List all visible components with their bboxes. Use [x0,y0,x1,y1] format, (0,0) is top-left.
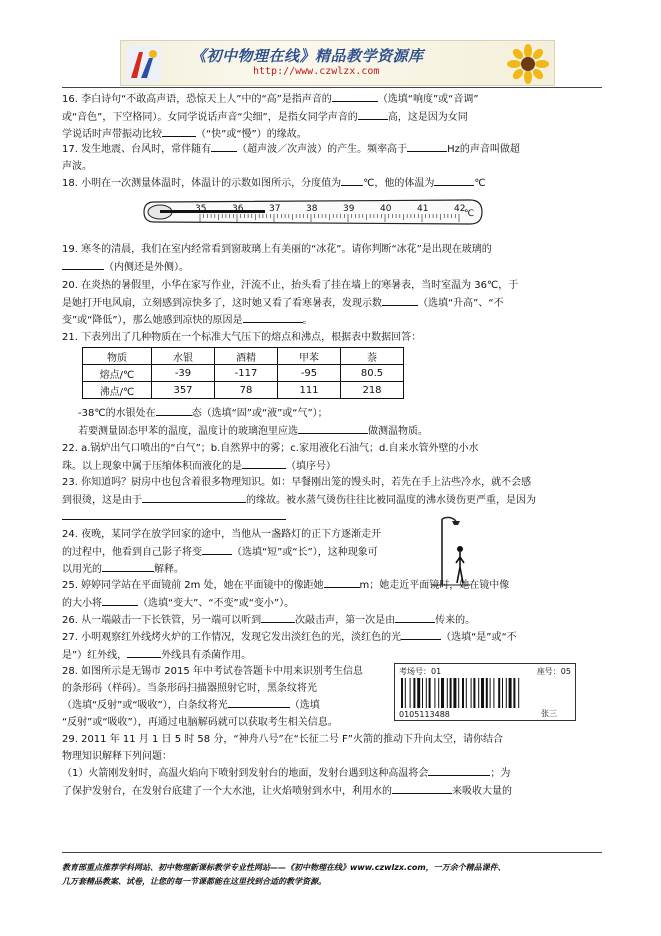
thermometer-tick-label: 41 [417,204,429,214]
q21-text-3: 态（选填“固”或“液”或“气”）； [191,408,328,419]
table-header-cell: 物质 [83,348,152,365]
header-url[interactable]: http://www.czwlzx.com [253,66,380,77]
q28-text-3: （选填“反射”或“吸收”），白条纹将光 [62,700,228,711]
q17-text-2: （超声波／次声波）的产生。频率高于 [237,144,408,155]
table-header-cell: 酒精 [215,348,278,365]
q20-text-3: （选填“升高”、“不 [418,297,504,309]
q17-text-3: Hz的声音叫做超 [447,144,520,155]
q29-text-6: 来吸收大量的 [452,785,512,797]
q25-text-1: 25. 婷婷同学站在平面镜前 2m 处，她在平面镜中的像距她 [62,580,324,591]
q27-text-3: 是”）红外线， [62,649,128,661]
table-cell: 357 [152,382,215,399]
q20-blank-1[interactable] [382,295,418,306]
q20-blank-2[interactable] [243,312,303,323]
q29-text-5: 了保护发射台，在发射台底建了一个大水池，让火焰喷射到水中，利用水的 [62,785,392,797]
q16-text-5: 学说话时声带振动比较 [62,129,162,140]
q23-text-3: 的缘故。被水蒸气烫伤往往比被同温度的沸水烫伤更严重，是因为 [246,494,536,506]
question-22 [62,441,602,475]
header-divider [62,87,602,88]
table-cell: -95 [278,365,341,382]
table-cell: 111 [278,382,341,399]
barcode-name: 张三 [541,709,557,718]
barcode-icon [399,678,571,708]
sunflower-icon [506,44,550,84]
q26-blank-2[interactable] [395,612,435,623]
thermometer-tick-label: 36 [232,204,244,214]
question-21-parts [62,405,602,440]
q23-text-1: 23. 你知道吗？厨房中也包含着很多物理知识。如：早餐刚出笼的馒头时，若先在手上沾些冷水，就不会感 [62,477,532,488]
table-cell: -39 [152,365,215,382]
q17-text-4: 声波。 [62,160,92,172]
q18-blank-1[interactable] [341,175,363,186]
table-header-row [83,348,404,365]
clinical-thermometer [140,194,485,230]
thermometer-tick-label: 39 [343,204,355,214]
q21-text-1: 21. 下表列出了几种物质在一个标准大气压下的熔点和沸点，根据表中数据回答： [62,332,422,343]
q16-text-6: （“快”或“慢”）的缘故。 [196,129,307,140]
q17-blank-1[interactable] [211,141,237,152]
table-cell: -117 [215,365,278,382]
footer-divider [62,852,602,853]
q25-text-2: m；她走近平面镜时，她在镜中像 [359,580,510,591]
q23-text-2: 到很烫，这是由于 [62,494,142,506]
q28-text-5: “反射”或“吸收”），再通过电脑解码就可以获取考生相关信息。 [62,716,338,728]
q21-text-5: 做测温物质。 [368,425,428,437]
question-29 [62,732,602,800]
question-26 [62,612,602,630]
q29-text-4: ；为 [490,768,511,779]
q16-blank-3[interactable] [162,126,196,137]
footer-line-1: 教育部重点推荐学科网站、初中物理新课标教学专业性网站——《初中物理在线》www.czwlzx.com，一万余个精品课件、 [62,863,506,872]
thermometer-unit: ℃ [464,209,475,219]
q28-text-2: 的条形码（样码）。当条形码扫描器照射它时，黑条纹将光 [62,682,317,694]
question-25 [62,577,602,612]
q20-text-2: 是她打开电风扇，立刻感到凉快多了，这时她又看了看寒暑表，发现示数 [62,297,382,309]
q27-blank-2[interactable] [127,647,161,658]
question-17 [62,141,602,175]
q26-text-1: 26. 从一端敲击一下长铁管，另一端可以听到 [62,615,262,626]
q18-text-3: ℃ [474,178,486,189]
question-27 [62,629,602,664]
q26-text-2: 次敲击声，第一次是由 [295,615,396,626]
question-21 [62,330,602,347]
q20-text-1: 20. 在炎热的暑假里，小华在家写作业，汗流不止，抬头看了挂在墙上的寒暑表，当时室温为 36℃，于 [62,280,519,291]
barcode-seat-number: 座号：05 [536,667,571,676]
q25-blank-1[interactable] [324,577,360,588]
q24-text-4: 以用光的 [62,564,102,575]
thermometer-tick-label: 35 [195,204,207,214]
q29-text-3: （1）火箭刚发射时，高温火焰向下喷射到发射台的地面，发射台遇到这种高温将会 [62,768,429,779]
q16-text-2: （选填“响度”或“音调” [377,94,479,105]
table-row [83,365,404,382]
table-cell: 沸点/℃ [83,382,152,399]
q23-blank-1[interactable] [142,492,246,503]
mercury-column [160,210,265,213]
footer-line-2: 几万套精品教案、试卷，让您的每一节课都能在这里找到合适的教学资源。 [62,877,326,886]
question-28 [62,664,392,731]
table-header-cell: 萘 [341,348,404,365]
q24-text-2: 的过程中，他看到自己影子将变 [62,546,202,558]
barcode-exam-number: 考场号：01 [399,667,442,676]
header-title: 《初中物理在线》精品教学资源库 [191,47,424,65]
q25-text-4: （选填“变大”、“不变”或“变小”）。 [138,597,295,609]
q27-text-2: （选填“是”或“不 [441,632,517,643]
q22-text-1: 22. a.锅炉出气口喷出的“白气”；b.自然界中的雾；c.家用液化石油气；d.自来水管外壁的小水 [62,443,479,454]
q16-blank-2[interactable] [358,109,388,120]
q26-text-3: 传来的。 [435,615,476,626]
table-row [83,382,404,399]
q21-text-2: -38℃的水银处在 [78,408,156,419]
q24-text-1: 24. 夜晚，某同学在放学回家的途中，当他从一盏路灯的正下方逐渐走开 [62,529,382,540]
q18-text-1: 18. 小明在一次测量体温时，体温计的示数如图所示，分度值为 [62,178,342,189]
q27-blank-1[interactable] [401,629,441,640]
q21-text-4: 若要测量固态甲苯的温度，温度计的玻璃泡里应选 [78,425,298,437]
question-18 [62,175,602,193]
q16-blank-1[interactable] [332,91,378,102]
thermometer-tick-label: 38 [306,204,318,214]
table-cell: 78 [215,382,278,399]
q19-text-2: （内侧还是外侧）。 [104,261,189,273]
q22-text-2: 珠。以上现象中属于压缩体积而液化的是 [62,460,242,472]
site-logo-icon [127,46,161,82]
thermometer-tick-label: 40 [380,204,392,214]
header-banner [120,40,555,86]
q27-text-1: 27. 小明观察红外线烤火炉的工作情况，发现它发出淡红色的光，淡红色的光 [62,632,402,643]
q29-text-2: 物理知识解释下列问题： [62,750,172,762]
table-header-cell: 甲苯 [278,348,341,365]
table-cell: 80.5 [341,365,404,382]
q24-blank-2[interactable] [102,561,154,572]
table-cell: 218 [341,382,404,399]
barcode-digits: 0105113488 [399,710,450,719]
q28-text-1: 28. 如图所示是无锡市 2015 年中考试卷答题卡中用来识别考生信息 [62,666,363,677]
q25-text-3: 的大小将 [62,597,102,609]
q21-blank-2[interactable] [298,423,368,434]
question-19 [62,242,602,276]
q16-text-1: 16. 李白诗句“不敢高声语，恐惊天上人”中的“高”是指声音的 [62,94,332,105]
q23-blank-2[interactable] [62,509,286,520]
q24-text-3: （选填“短”或“长”），这种现象可 [232,546,378,558]
q18-text-2: ℃，他的体温为 [363,178,435,189]
q19-blank-1[interactable] [62,259,104,270]
question-24 [62,527,602,579]
q24-text-5: 解释。 [154,564,184,575]
q25-blank-2[interactable] [102,595,138,606]
q29-blank-1[interactable] [428,765,490,776]
q27-text-4: 外线具有杀菌作用。 [161,649,252,661]
q19-text-1: 19. 寒冬的清晨，我们在室内经常看到窗玻璃上有美丽的“冰花”。请你判断“冰花”是出现在玻璃的 [62,244,492,255]
q28-blank-1[interactable] [228,697,290,708]
table-cell: 熔点/℃ [83,365,152,382]
question-16 [62,91,602,144]
q18-blank-2[interactable] [434,175,474,186]
q29-blank-2[interactable] [392,783,452,794]
q24-blank-1[interactable] [202,544,232,555]
melting-boiling-table [82,347,404,399]
q20-text-5: 。 [302,315,313,326]
q17-text-1: 17. 发生地震、台风时，常伴随有 [62,144,212,155]
q29-text-1: 29. 2011 年 11 月 1 日 5 时 58 分，“神舟八号”在“长征二号 F”火箭的推动下升向太空，请你结合 [62,734,503,745]
q22-blank-1[interactable] [242,458,286,469]
thermometer-tick-label: 42 [454,204,466,214]
question-23 [62,475,602,527]
table-header-cell: 水银 [152,348,215,365]
q26-blank-1[interactable] [261,612,295,623]
q20-text-4: 变”或“降低”），那么她感到凉快的原因是 [62,315,243,326]
q16-text-4: 高，这是因为女同 [387,111,468,123]
q16-text-3: 或“音色”，下空格同）。女同学说话声音“尖细”，是指女同学声音的 [62,111,358,123]
q28-text-4: （选填 [289,700,320,711]
barcode-card [394,663,576,721]
q17-blank-2[interactable] [407,141,447,152]
question-20 [62,278,602,330]
q22-text-3: （填序号） [286,460,336,472]
q21-blank-1[interactable] [156,405,192,416]
thermometer-tick-label: 37 [269,204,281,214]
